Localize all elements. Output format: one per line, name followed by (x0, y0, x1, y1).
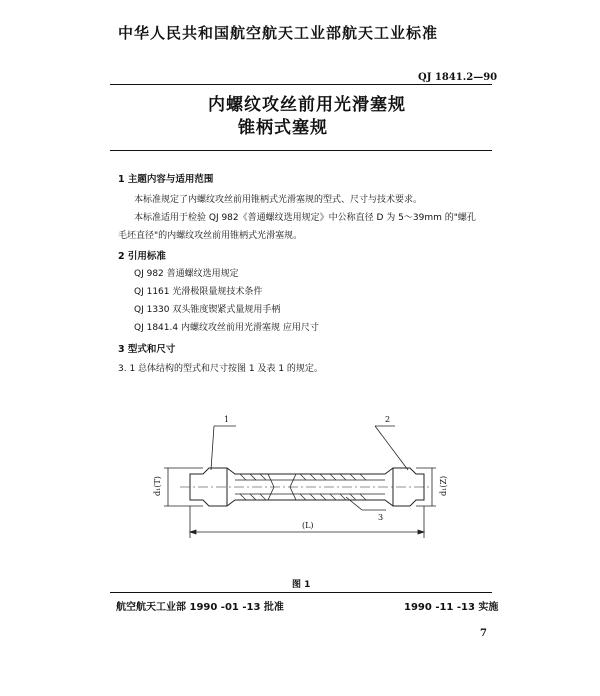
reference-item: QJ 1330 双头锥度锲紧式量规用手柄 (134, 305, 281, 315)
leader-lines (211, 426, 408, 510)
callout-3: 3 (378, 513, 384, 522)
callout-1: 1 (224, 415, 230, 424)
page-number: 7 (480, 628, 487, 639)
callout-2: 2 (385, 415, 391, 424)
section-1-paragraph-2-cont: 毛坯直径"的内螺纹攻丝前用锥柄式光滑塞规。 (118, 231, 303, 241)
figure-caption: 图 1 (292, 580, 311, 590)
dimension-length-label: (L) (302, 521, 314, 530)
publisher-title: 中华人民共和国航空航天工业部航天工业标准 (118, 24, 439, 42)
reference-item: QJ 1161 光滑极限量规技术条件 (134, 287, 263, 297)
document-subtitle: 锥柄式塞规 (238, 118, 328, 138)
dimension-lines (164, 468, 436, 538)
effective-date: 1990 -11 -13 实施 (404, 602, 499, 613)
dimension-right-label: d₁(Z) (439, 475, 448, 496)
section-1-heading: 1 主题内容与适用范围 (118, 174, 214, 185)
dimension-left-label: d₁(T) (153, 476, 162, 496)
section-3-1-text: 3. 1 总体结构的型式和尺寸按图 1 及表 1 的规定。 (118, 364, 323, 374)
reference-item: QJ 982 普通螺纹选用规定 (134, 269, 239, 279)
footer-rule (110, 592, 492, 593)
issued-date: 航空航天工业部 1990 -01 -13 批准 (116, 602, 284, 613)
section-2-heading: 2 引用标准 (118, 251, 166, 262)
reference-item: QJ 1841.4 内螺纹攻丝前用光滑塞规 应用尺寸 (134, 323, 319, 333)
section-3-heading: 3 型式和尺寸 (118, 344, 176, 355)
section-1-paragraph-2: 本标准适用于检验 QJ 982《普通螺纹选用规定》中公称直径 D 为 5～39mm 的"螺孔 (134, 213, 476, 223)
document-title: 内螺纹攻丝前用光滑塞规 (208, 95, 406, 115)
standard-code: QJ 1841.2—90 (418, 72, 498, 83)
section-1-paragraph-1: 本标准规定了内螺纹攻丝前用锥柄式光滑塞规的型式、尺寸与技术要求。 (134, 195, 423, 205)
